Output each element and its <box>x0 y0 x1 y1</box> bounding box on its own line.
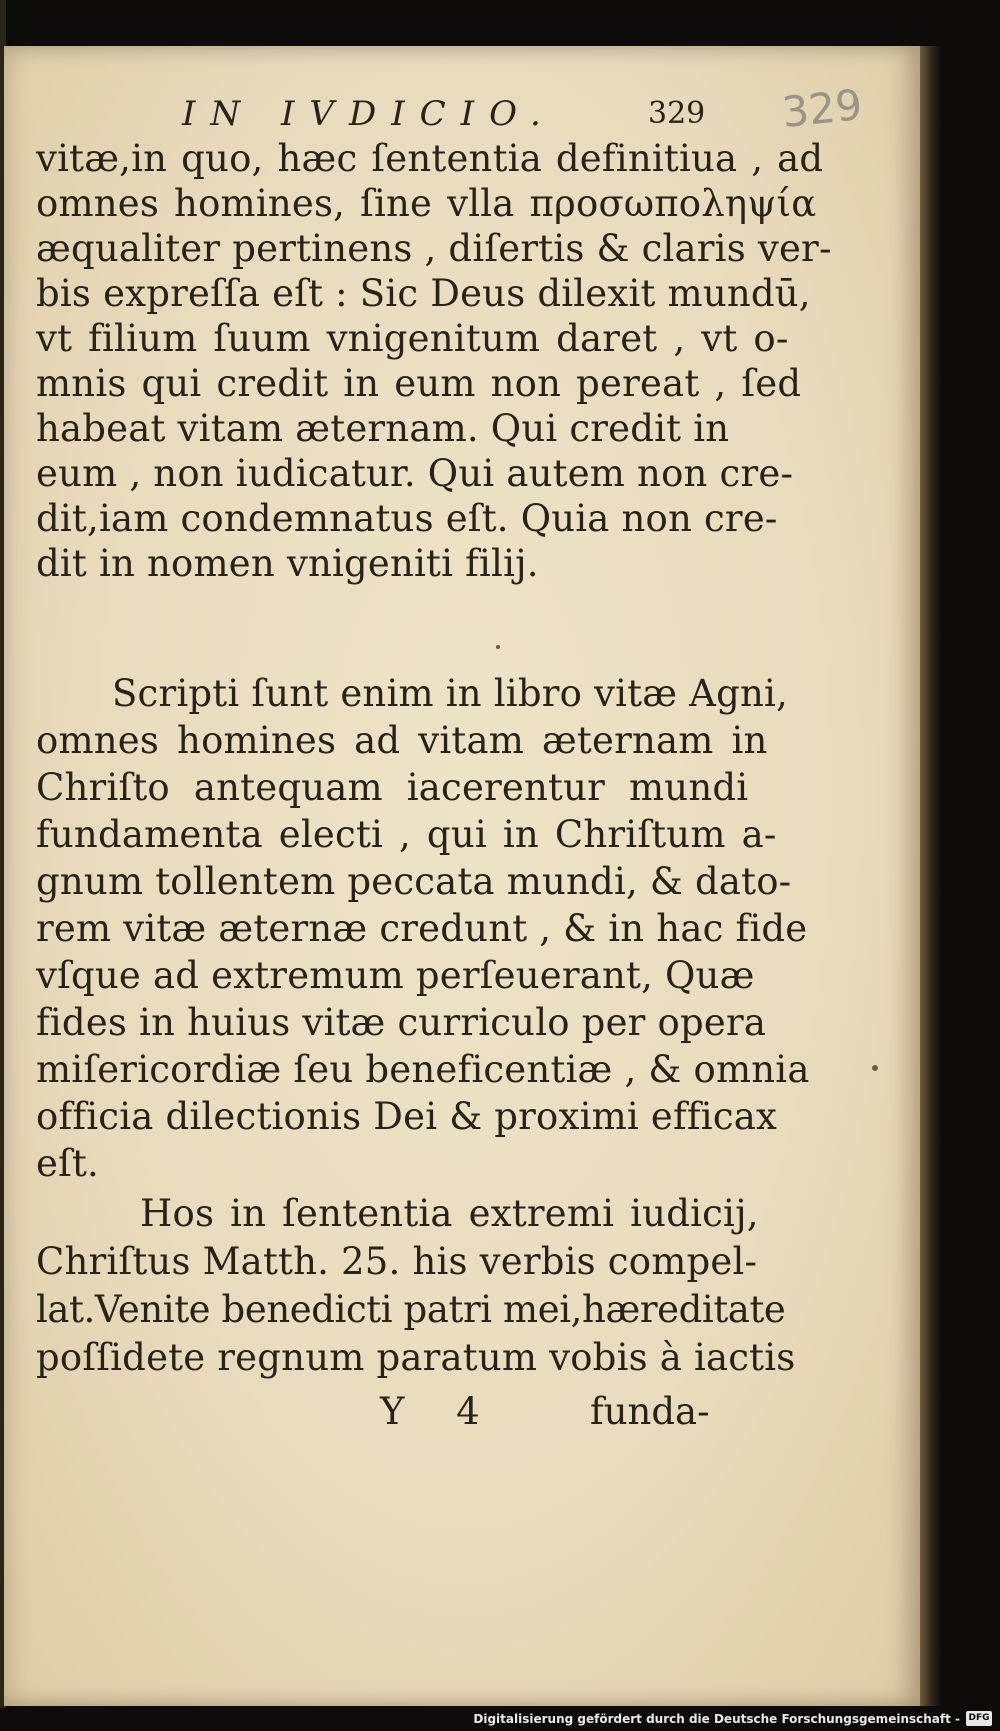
paper-speck <box>496 645 500 649</box>
text-line: lat.Venite benedicti patri mei,hæreditate <box>36 1288 786 1331</box>
text-line: habeat vitam æternam. Qui credit in <box>36 407 730 450</box>
text-line: eſt. <box>36 1142 100 1185</box>
running-head: IN IVDICIO. <box>182 94 556 134</box>
text-line: fides in huius vitæ curriculo per opera <box>36 1001 767 1044</box>
text-line: æqualiter pertinens , diſertis & claris ver- <box>36 227 832 270</box>
text-line: gnum tollentem peccata mundi, & dato- <box>36 860 792 903</box>
text-line: bis expreſſa eſt : Sic Deus dilexit mundū, <box>36 272 811 315</box>
paper-speck <box>872 1065 878 1071</box>
text-line: Hos in ſententia extremi iudicij, <box>140 1192 759 1235</box>
page-edge-shadow <box>920 46 942 1706</box>
text-line: vſque ad extremum perſeuerant, Quæ <box>36 954 755 997</box>
pencil-page-number: 329 <box>779 79 865 138</box>
text-line: poſſidete regnum paratum vobis à iactis <box>36 1336 796 1379</box>
text-line: omnes homines, ſine vlla προσωποληψία <box>36 182 817 225</box>
signature-mark: Y 4 <box>380 1390 480 1433</box>
text-line: Chriſto antequam iacerentur mundi <box>36 766 749 809</box>
text-line: fundamenta electi , qui in Chriſtum a- <box>36 813 777 856</box>
text-line: miſericordiæ ſeu beneficentiæ , & omnia <box>36 1048 810 1091</box>
text-line: omnes homines ad vitam æternam in <box>36 719 768 762</box>
text-line: vt filium ſuum vnigenitum daret , vt o- <box>36 317 789 360</box>
text-line: eum , non iudicatur. Qui autem non cre- <box>36 452 794 495</box>
catchword: funda- <box>590 1390 710 1433</box>
text-line: dit in nomen vnigeniti filij. <box>36 542 539 585</box>
text-line: Scripti ſunt enim in libro vitæ Agni, <box>112 672 789 715</box>
text-line: dit,iam condemnatus eſt. Quia non cre- <box>36 497 778 540</box>
text-line: mnis qui credit in eum non pereat , ſed <box>36 362 802 405</box>
digitization-credit: Digitalisierung gefördert durch die Deutsche Forschungsgemeinschaft - <box>473 1712 960 1726</box>
page-number: 329 <box>648 96 706 131</box>
text-line: Chriſtus Matth. 25. his verbis compel- <box>36 1240 758 1283</box>
text-line: officia dilectionis Dei & proximi efficax <box>36 1095 778 1138</box>
text-line: rem vitæ æternæ credunt , & in hac fide <box>36 907 808 950</box>
text-line: vitæ,in quo, hæc ſententia definitiua , ad <box>36 137 824 180</box>
dfg-logo: DFG <box>966 1711 992 1726</box>
